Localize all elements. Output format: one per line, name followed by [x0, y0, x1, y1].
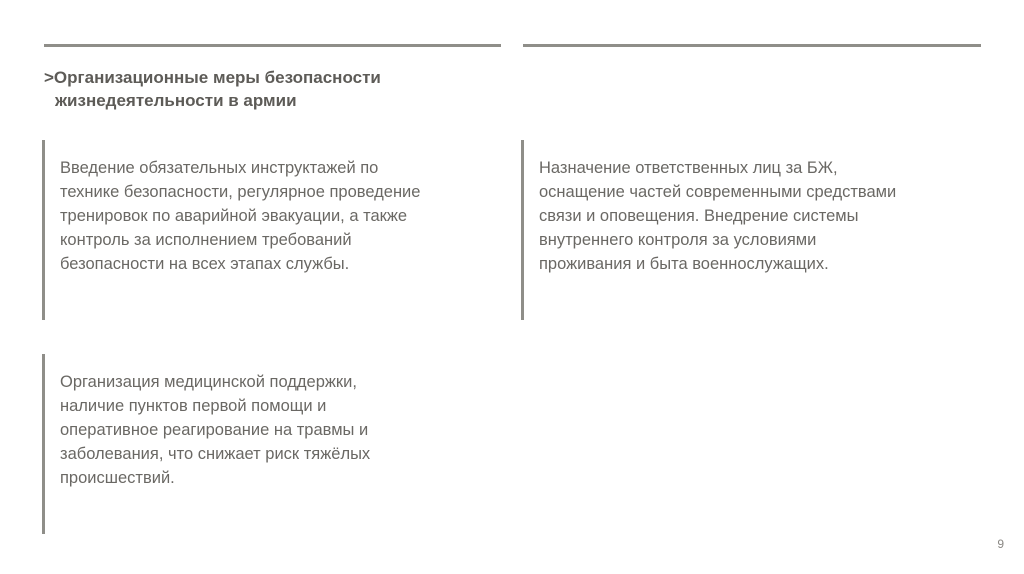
text-line: проживания и быта военнослужащих. — [539, 255, 829, 273]
accent-bar — [521, 140, 524, 320]
text-line: оперативное реагирование на травмы и — [60, 421, 369, 439]
slide-title-line-2: жизнедеятельности в армии — [55, 91, 297, 110]
text-line: наличие пунктов первой помощи и — [60, 397, 327, 415]
text-line: Назначение ответственных лиц за БЖ, — [539, 159, 838, 177]
content-block-medical-support — [42, 354, 502, 534]
text-line: Введение обязательных инструктажей по — [60, 159, 379, 177]
text-line: тренировок по аварийной эвакуации, а также — [60, 207, 408, 225]
slide-title-line-1: >Организационные меры безопасности — [44, 68, 381, 87]
text-line: связи и оповещения. Внедрение системы — [539, 207, 859, 225]
block-text — [60, 370, 370, 490]
text-line: безопасности на всех этапах службы. — [60, 255, 350, 273]
text-line: контроль за исполнением требований — [60, 231, 352, 249]
slide-title — [44, 66, 504, 112]
text-line: происшествий. — [60, 469, 175, 487]
text-line: технике безопасности, регулярное проведение — [60, 183, 421, 201]
text-line: оснащение частей современными средствами — [539, 183, 897, 201]
page-number: 9 — [997, 537, 1004, 551]
block-text — [60, 156, 420, 276]
content-block-responsible-persons — [521, 140, 981, 320]
top-divider-left — [44, 44, 501, 47]
text-line: Организация медицинской поддержки, — [60, 373, 357, 391]
content-block-briefings — [42, 140, 502, 320]
text-line: внутреннего контроля за условиями — [539, 231, 817, 249]
block-text — [539, 156, 896, 276]
text-line: заболевания, что снижает риск тяжёлых — [60, 445, 371, 463]
accent-bar — [42, 354, 45, 534]
top-divider-right — [523, 44, 981, 47]
accent-bar — [42, 140, 45, 320]
